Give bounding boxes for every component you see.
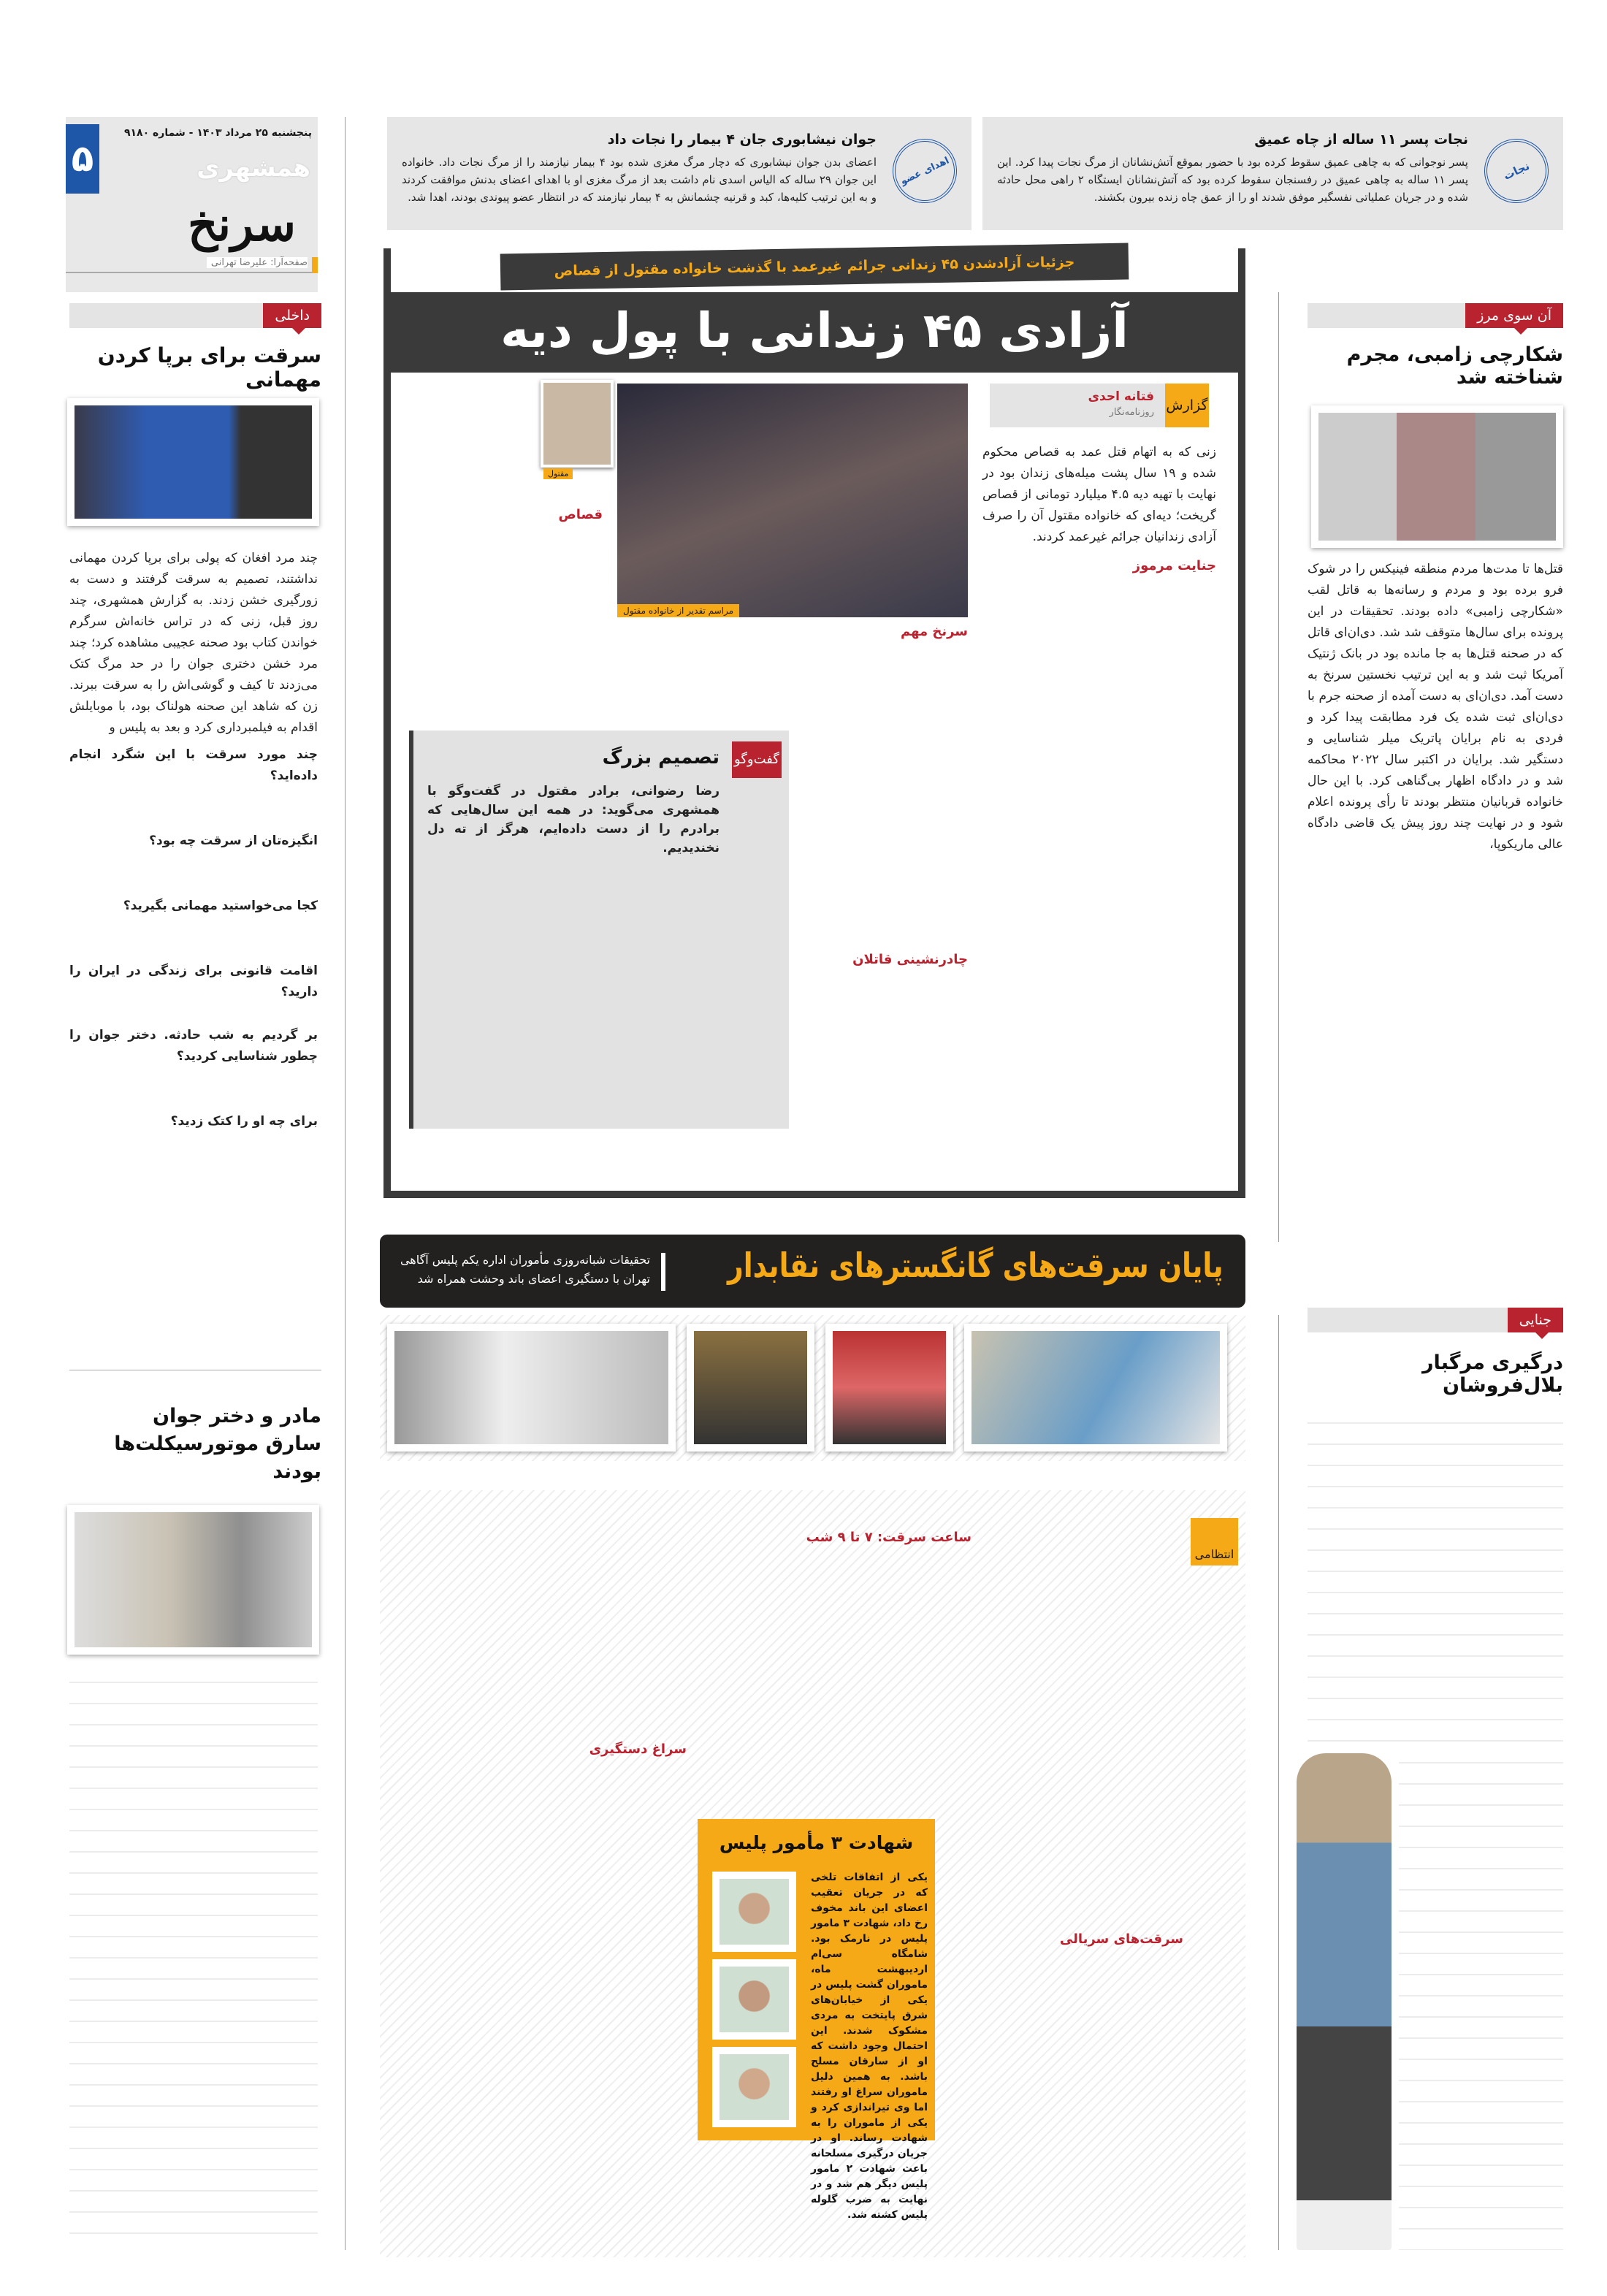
gang-headline: پایان سرقت‌های گانگسترهای نقابدار — [728, 1246, 1224, 1285]
section-label-domestic: داخلی — [69, 303, 321, 328]
gang-col-1: سرقت‌های سریالی — [1059, 1931, 1183, 1947]
stamp-icon: نجات — [1474, 129, 1560, 214]
victim-portrait: مقتول — [541, 380, 614, 468]
gang-banner — [380, 1235, 1245, 1308]
cctv-photo-4 — [387, 1324, 676, 1452]
right-headline: شکارچی زامبی، مجرم شناخته شد — [1346, 343, 1563, 389]
officer-photo-3 — [712, 2047, 796, 2127]
right-bottom-body-2 — [1399, 1753, 1563, 2250]
left-bottom-body — [69, 1673, 318, 2250]
date-line: پنجشنبه ۲۵ مرداد ۱۴۰۳ - شماره ۹۱۸۰ — [123, 127, 312, 139]
section-logo: سرنخ — [187, 197, 296, 252]
gang-col-3: سراغ دستگیری — [589, 1742, 687, 1757]
right-article-body: قتل‌ها تا مدت‌ها مردم منطقه فینیکس را در شوک فرو برده بود و مردم و رسانه‌ها به قاتل لقب «شکارچی زامبی» داده بودند. تحقیقات در این پرونده برای سال‌ها متوقف شد شد. دی‌ان‌ای قاتل که در صحنه قتل‌ها به جا مانده بود در بانک ژنتیک آمریکا ثبت شد و به این ترتیب نخستین سرنخ به دست آمد. دی‌ان‌ای به دست آمده از صحنه جرم با دی‌ان‌ای ثبت شده یک فرد مطابقت پیدا کرد و فردی به نام برایان پاتریک میلر شناسایی و دستگیر شد. برایان در اکتبر سال ۲۰۲۲ محاکمه شد و در دادگاه اظهار بی‌گناهی کرد. با این حال خانواده قربانیان منتظر بودند تا رأی پرونده اعلام شود و در نهایت چند روز پیش یک قاضی دادگاه عالی ماریکوپا، — [1308, 562, 1564, 852]
cctv-photo-2 — [825, 1324, 953, 1452]
column-3: قصاص — [558, 507, 603, 522]
officer-photo-2 — [712, 1959, 796, 2040]
author-box: گزارش فتانه احدی روزنامه‌نگار — [990, 384, 1209, 427]
main-headline: آزادی ۴۵ زندانی با پول دیه — [500, 302, 1129, 359]
column-2: سرنخ مهم چادرنشینی قاتلان — [852, 624, 968, 967]
lead-paragraph: زنی که به اتهام قتل عمد به قصاص محکوم شده و ۱۹ سال پشت میله‌های زندان بود در نهایت با تهیه دیه ۴.۵ میلیارد تومانی از قصاص گریخت؛ دیه‌ای که خانواده مقتول آن را صرف آزادی زندانیان جرائم غیرعمد کردند. جنایت مرموز — [982, 445, 1216, 573]
section-label-criminal: جنایی — [1308, 1308, 1563, 1332]
right-bottom-body — [1308, 1414, 1563, 1746]
gang-photos-row — [380, 1315, 1245, 1461]
interview-box: گفت‌وگو تصمیم بزرگ رضا رضوانی، برادر مقتول در گفت‌وگو با همشهری می‌گوید: در همه این سال‌هایی که برادرم را از دست داده‌ایم، هرگز از ته دل نخندیدیم. — [409, 731, 789, 1129]
column-divider — [345, 117, 346, 2250]
main-story — [383, 248, 1245, 1198]
left-article-body: چند مرد افغان که پولی برای برپا کردن مهمانی نداشتند، تصمیم به سرقت گرفتند و دست به زورگیری خشن زدند. به گزارش همشهری، چند روز قبل، زنی که در تراس خانه‌اش سرگرم خواندن کتاب بود صحنه عجیبی مشاهده کرد؛ چند مرد خشن دختری جوان را در حد مرگ کتک می‌زدند تا کیف و گوشی‌اش را به سرقت ببرند. زن که شاهد این صحنه هولناک بود، با موبایلش اقدام به فیلمبرداری کرد و بعد به پلیس و چند مورد سرقت با این شگرد انجام داده‌اید؟ انگیزه‌تان از سرقت چه بود؟ کجا می‌خواستید مهمانی بگیرید؟ اقامت قانونی برای زندگی در ایران را دارید؟ بر گردیم به شب حادثه. دختر جوان را چطور شناسایی کردید؟ برای چه او را کتک زدید؟ — [69, 551, 318, 1129]
ceremony-photo: مراسم تقدیر از خانواده مقتول — [617, 384, 968, 617]
right-bottom-headline: درگیری مرگبار بلال‌فروشان — [1422, 1351, 1563, 1397]
section-label-abroad: آن سوی مرز — [1308, 303, 1563, 328]
gang-article — [380, 1490, 1245, 2257]
police-martyrs-box: شهادت ۳ مأمور پلیس یکی از اتفاقات تلخی که در جریان تعقیب اعضای این باند مخوف رخ داد، شهادت ۳ مامور پلیس در نارمک بود. شامگاه سی‌ام اردیبهشت ماه، ماموران گشت پلیس در یکی از خیابان‌های شرق پایتخت به مردی مشکوک شدند. این احتمال وجود داشت که او از سارقان مسلح باشد. به همین دلیل ماموران سراغ او رفتند اما وی تیراندازی کرد و یکی از ماموران را به شهادت رساند. او در جریان درگیری مسلحانه باعث شهادت ۲ مامور پلیس دیگر هم شد و در نهایت به ضرب گلوله پلیس کشته شد. — [698, 1819, 935, 2140]
left-headline: سرقت برای برپا کردن مهمانی — [97, 343, 321, 392]
brief-box-rescue: نجات نجات پسر ۱۱ ساله از چاه عمیق پسر نوجوانی که به چاهی عمیق سقوط کرده بود با حضور بموقع آتش‌نشانان از مرگ نجات پیدا کرد. این پسر ۱۱ ساله به چاهی عمیق در رفسنجان سقوط کرده بود که آتش‌نشانان ایستگاه ۲ راهی محل حادثه شده و در جریان عملیاتی نفسگیر موفق شدند او را از عمق چاه زنده بیرون بکشند. — [982, 117, 1563, 230]
brief-box-donation: اهدای عضو جوان نیشابوری جان ۴ بیمار را نجات داد اعضای بدن جوان نیشابوری که دچار مرگ مغزی شده بود ۴ بیمار نیازمند را از مرگ نجات داد. خانواده این جوان ۲۹ ساله که الیاس اسدی نام داشت بعد از مرگ مغزی او با اهدای اعضای بدنش موافقت کردند و به این ترتیب کلیه‌ها، کبد و قرنیه چشمانش به ۴ بیمار نیازمند که در انتظار عضو پیوندی بودند، اهدا شد. — [387, 117, 972, 230]
cctv-photo-1 — [964, 1324, 1227, 1452]
stamp-icon: اهدای عضو — [882, 129, 968, 214]
left-bottom-headline: مادر و دختر جوان سارق موتورسیکلت‌ها بودند — [114, 1405, 321, 1483]
suspects-photo — [67, 398, 319, 526]
page-number: ۵ — [66, 124, 99, 194]
kicker-box: جزئیات آزادشدن ۴۵ زندانی جرائم غیرعمد با گذشت خانواده مقتول از قصاص — [500, 243, 1129, 290]
cctv-photo-3 — [687, 1324, 814, 1452]
gang-subtitle: تحقیقات شبانه‌روزی مأموران اداره یکم پلیس آگاهی تهران با دستگیری اعضای باند وحشت همراه شد — [400, 1253, 650, 1286]
paper-name: همشهری — [196, 153, 310, 183]
mother-daughter-photo — [67, 1505, 319, 1655]
designer-credit: صفحه‌آرا: علیرضا تهرانی — [66, 257, 318, 273]
child-photo — [1297, 1753, 1392, 2250]
category-label: انتظامی — [1191, 1518, 1238, 1565]
officer-photo-1 — [712, 1872, 796, 1952]
killer-victims-photo — [1311, 405, 1563, 548]
gang-col-2: ساعت سرقت: ۷ تا ۹ شب — [806, 1530, 972, 1545]
